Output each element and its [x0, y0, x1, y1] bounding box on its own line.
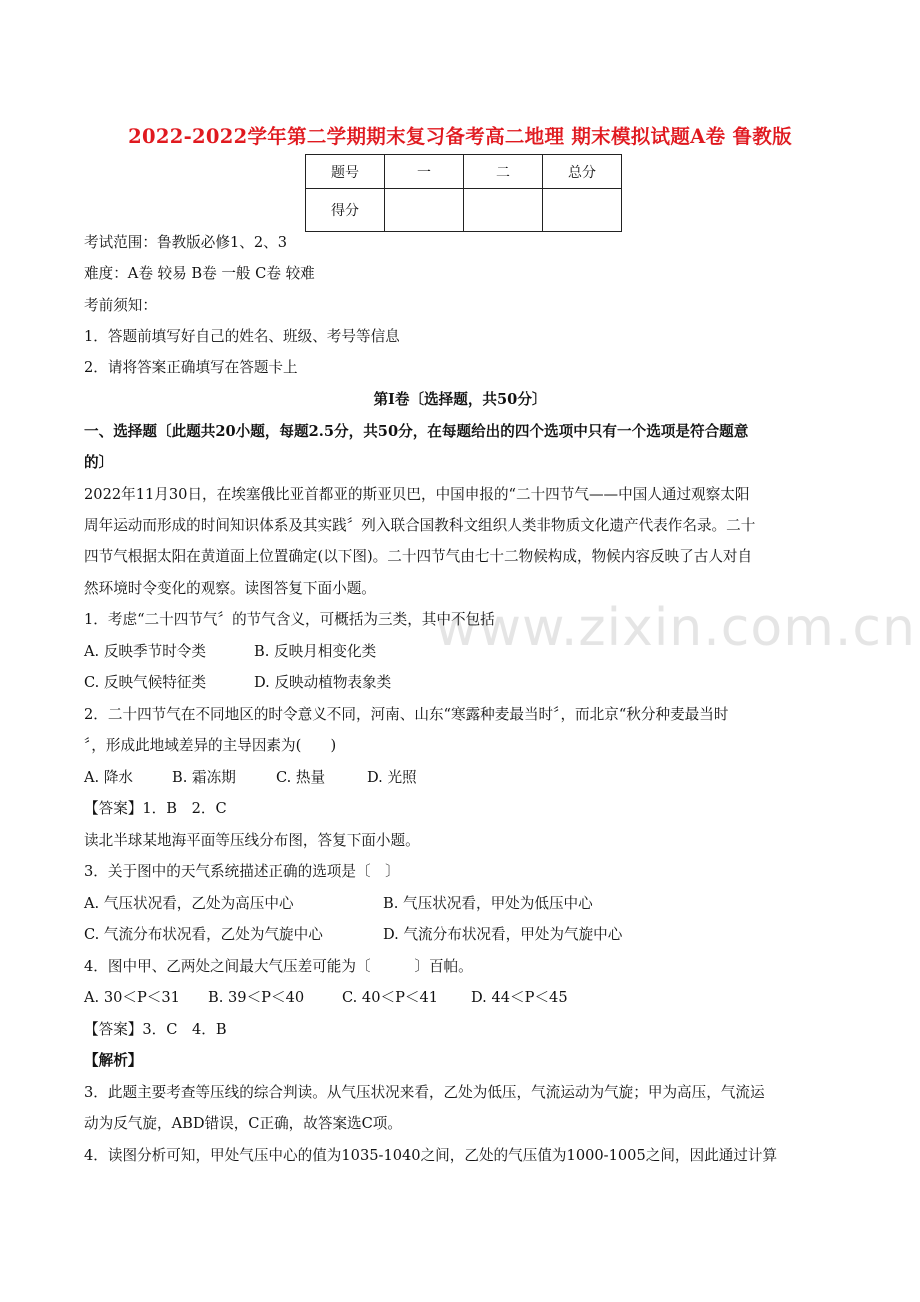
score-table-score-row	[306, 189, 622, 232]
part-heading: 一、选择题〔此题共20小题，每题2.5分，共50分，在每题给出的四个选项中只有一个选项是符合题意	[84, 423, 749, 440]
option: A. 降水	[84, 769, 134, 786]
option: C. 40＜P＜41	[342, 989, 439, 1006]
option: C. 反映气候特征类	[84, 674, 207, 691]
option: D. 44＜P＜45	[471, 989, 568, 1006]
question-stem: 3．关于图中的天气系统描述正确的选项是〔 〕	[84, 863, 400, 880]
option: B. 霜冻期	[172, 769, 236, 786]
exam-scope: 考试范围：鲁教版必修1、2、3	[84, 234, 287, 251]
score-table	[305, 154, 622, 232]
notice-item: 1．答题前填写好自己的姓名、班级、考号等信息	[84, 328, 400, 345]
part-heading-cont: 的〕	[84, 454, 114, 471]
option: B. 39＜P＜40	[208, 989, 305, 1006]
option: A. 30＜P＜31	[84, 989, 180, 1006]
question-stem: 1．考虑“二十四节气〞的节气含义，可概括为三类，其中不包括	[84, 611, 495, 628]
option: A. 反映季节时令类	[84, 643, 206, 660]
score-cell: 题号	[306, 155, 385, 189]
analysis-heading: 【解析】	[84, 1052, 143, 1069]
option: C. 热量	[276, 769, 326, 786]
option: B. 气压状况看，甲处为低压中心	[383, 895, 593, 912]
section-title: 第Ⅰ卷〔选择题，共50分〕	[373, 391, 547, 408]
passage-line: 然环境时令变化的观察。读图答复下面小题。	[84, 580, 376, 597]
notice-heading: 考前须知：	[84, 297, 157, 314]
question-stem-cont: 〞，形成此地域差异的主导因素为( )	[84, 737, 337, 754]
option: A. 气压状况看，乙处为高压中心	[84, 895, 294, 912]
score-input-cell	[464, 189, 543, 232]
watermark: www.zixin.com.cn	[435, 598, 916, 658]
question-stem: 4．图中甲、乙两处之间最大气压差可能为〔 〕百帕。	[84, 958, 473, 975]
answer-line: 【答案】1．B 2．C	[84, 800, 227, 817]
question-stem: 2．二十四节气在不同地区的时令意义不同，河南、山东“寒露种麦最当时〞，而北京“秋分种麦最当时	[84, 706, 729, 723]
score-cell: 得分	[306, 189, 385, 232]
score-cell: 一	[385, 155, 464, 189]
document-title: 2022-2022学年第二学期期末复习备考高二地理 期末模拟试题A卷 鲁教版	[128, 125, 792, 148]
analysis-line: 4．读图分析可知，甲处气压中心的值为1035-1040之间，乙处的气压值为1000-1005之间，因此通过计算	[84, 1147, 778, 1164]
option: D. 反映动植物表象类	[254, 674, 392, 691]
score-cell: 总分	[543, 155, 622, 189]
difficulty: 难度：A卷 较易 B卷 一般 C卷 较难	[84, 265, 315, 282]
passage-line: 读北半球某地海平面等压线分布图，答复下面小题。	[84, 832, 420, 849]
score-table-header-row	[306, 155, 622, 189]
score-input-cell	[385, 189, 464, 232]
option: B. 反映月相变化类	[254, 643, 377, 660]
score-input-cell	[543, 189, 622, 232]
option: D. 光照	[367, 769, 417, 786]
notice-item: 2．请将答案正确填写在答题卡上	[84, 359, 298, 376]
answer-line: 【答案】3．C 4．B	[84, 1021, 227, 1038]
analysis-line: 3．此题主要考查等压线的综合判读。从气压状况来看，乙处为低压，气流运动为气旋；甲为高压，气流运	[84, 1084, 765, 1101]
option: D. 气流分布状况看，甲处为气旋中心	[383, 926, 623, 943]
passage-line: 四节气根据太阳在黄道面上位置确定(以下图)。二十四节气由七十二物候构成，物候内容反映了古人对自	[84, 548, 753, 565]
passage-line: 2022年11月30日，在埃塞俄比亚首都亚的斯亚贝巴，中国申报的“二十四节气——中国人通过观察太阳	[84, 486, 750, 503]
option: C. 气流分布状况看，乙处为气旋中心	[84, 926, 323, 943]
analysis-line: 动为反气旋，ABD错误，C正确，故答案选C项。	[84, 1115, 402, 1132]
score-cell: 二	[464, 155, 543, 189]
passage-line: 周年运动而形成的时间知识体系及其实践〞列入联合国教科文组织人类非物质文化遗产代表作名录。二十	[84, 517, 756, 534]
